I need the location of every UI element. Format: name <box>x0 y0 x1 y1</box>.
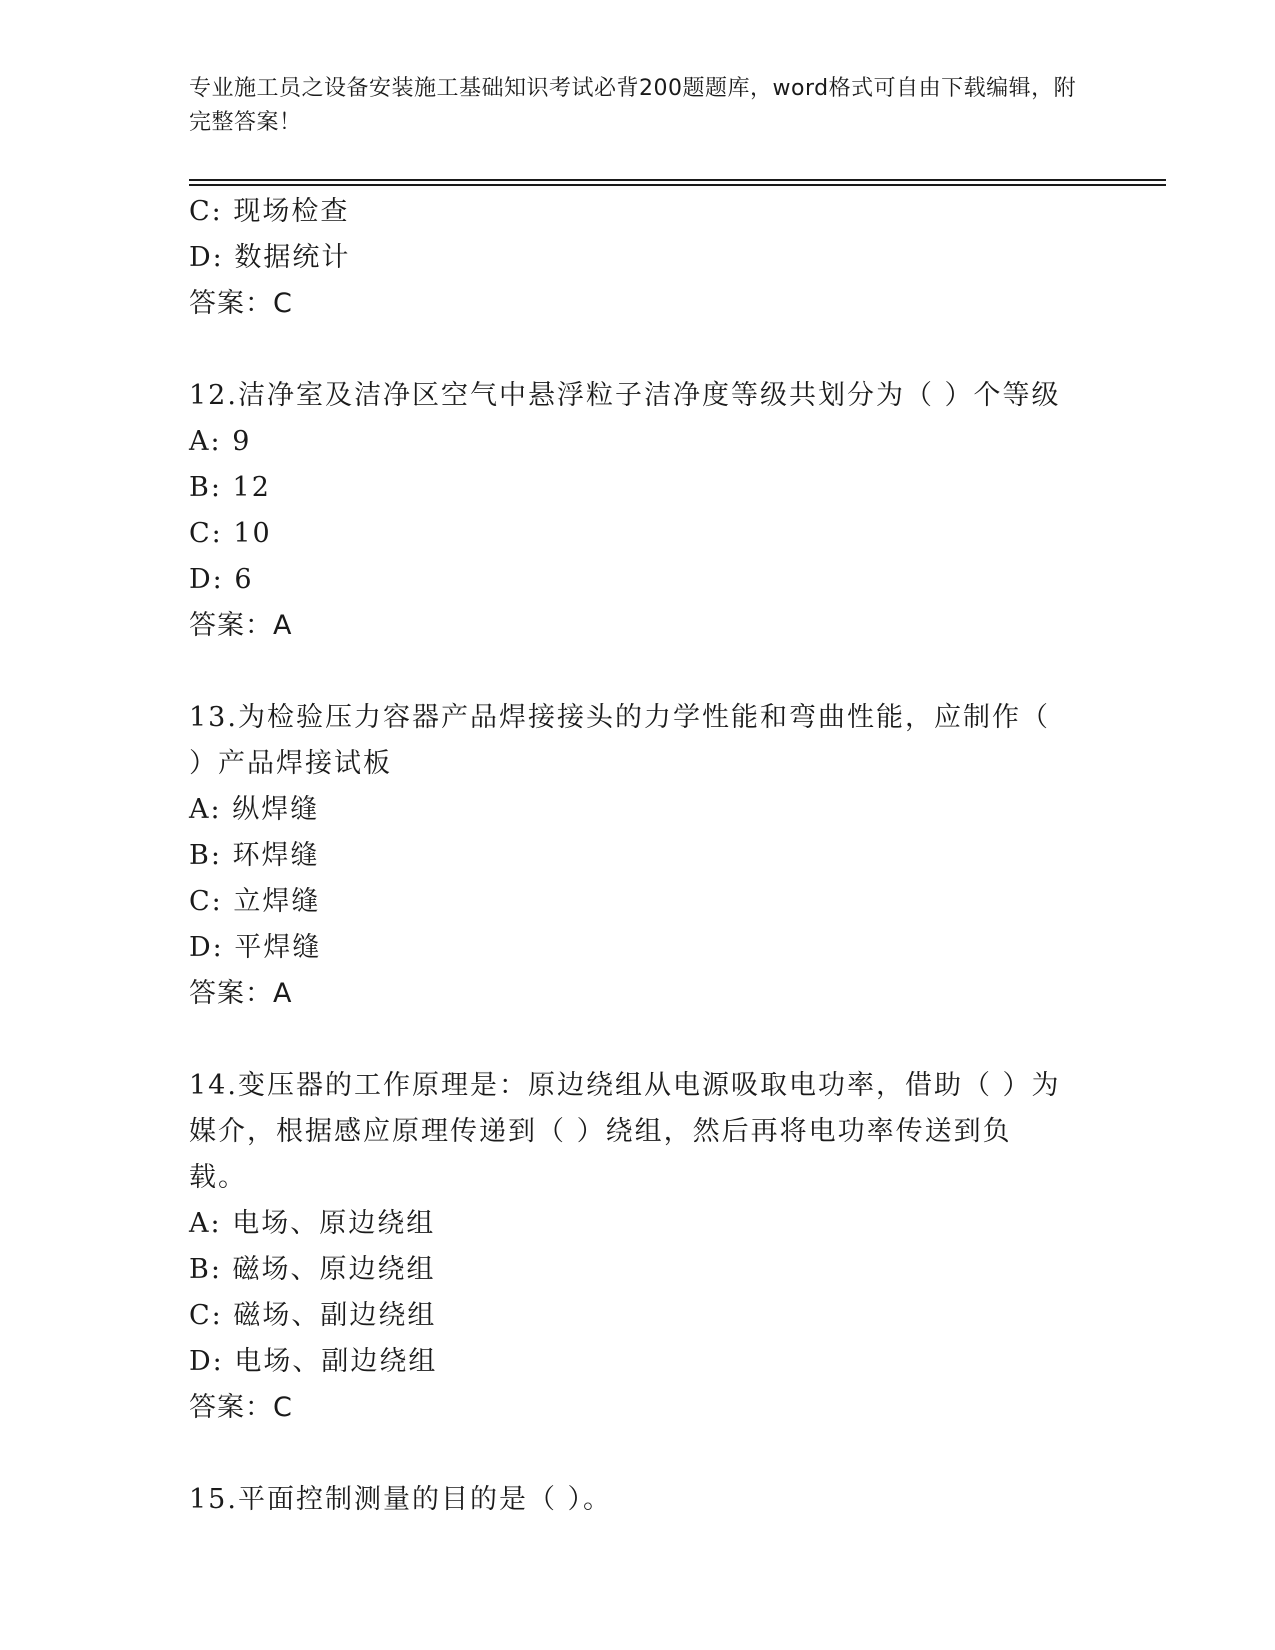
question-14 <box>189 1063 1149 1431</box>
question-15 <box>189 1477 1149 1523</box>
header-divider-top <box>189 179 1166 181</box>
option-a: A: 电场、原边绕组 <box>189 1208 436 1239</box>
option-a: A: 9 <box>189 426 252 457</box>
option-b: B: 12 <box>189 472 271 503</box>
question-12 <box>189 373 1149 649</box>
answer-line: 答案：A <box>189 978 293 1009</box>
option-a: A: 纵焊缝 <box>189 794 320 825</box>
spacer <box>189 649 1149 695</box>
option-d: D: 数据统计 <box>189 242 351 273</box>
spacer <box>189 1431 1149 1477</box>
question-stem: 12.洁净室及洁净区空气中悬浮粒子洁净度等级共划分为（ ）个等级 <box>189 380 1061 411</box>
header-divider-bottom <box>189 184 1166 186</box>
option-c: C: 立焊缝 <box>189 886 321 917</box>
spacer <box>189 1017 1149 1063</box>
document-header <box>189 72 1089 140</box>
option-d: D: 平焊缝 <box>189 932 322 963</box>
question-stem: 15.平面控制测量的目的是（ ）。 <box>189 1484 613 1515</box>
question-stem: 13.为检验压力容器产品焊接接头的力学性能和弯曲性能，应制作（ ）产品焊接试板 <box>189 702 1050 779</box>
answer-line: 答案：C <box>189 288 293 319</box>
question-list <box>189 189 1149 1523</box>
spacer <box>189 327 1149 373</box>
header-text: 专业施工员之设备安装施工基础知识考试必背200题题库，word格式可自由下载编辑，附完整答案！ <box>189 76 1077 135</box>
question-stem: 14.变压器的工作原理是：原边绕组从电源吸取电功率，借助（ ）为媒介，根据感应原理传递到（ ）绕组，然后再将电功率传送到负载。 <box>189 1070 1061 1193</box>
option-d: D: 6 <box>189 564 254 595</box>
option-c: C: 现场检查 <box>189 196 350 227</box>
option-b: B: 环焊缝 <box>189 840 320 871</box>
option-b: B: 磁场、原边绕组 <box>189 1254 436 1285</box>
answer-line: 答案：C <box>189 1392 293 1423</box>
continued-question <box>189 189 1149 327</box>
option-c: C: 10 <box>189 518 272 549</box>
option-d: D: 电场、副边绕组 <box>189 1346 438 1377</box>
answer-line: 答案：A <box>189 610 293 641</box>
question-13 <box>189 695 1149 1017</box>
option-c: C: 磁场、副边绕组 <box>189 1300 437 1331</box>
